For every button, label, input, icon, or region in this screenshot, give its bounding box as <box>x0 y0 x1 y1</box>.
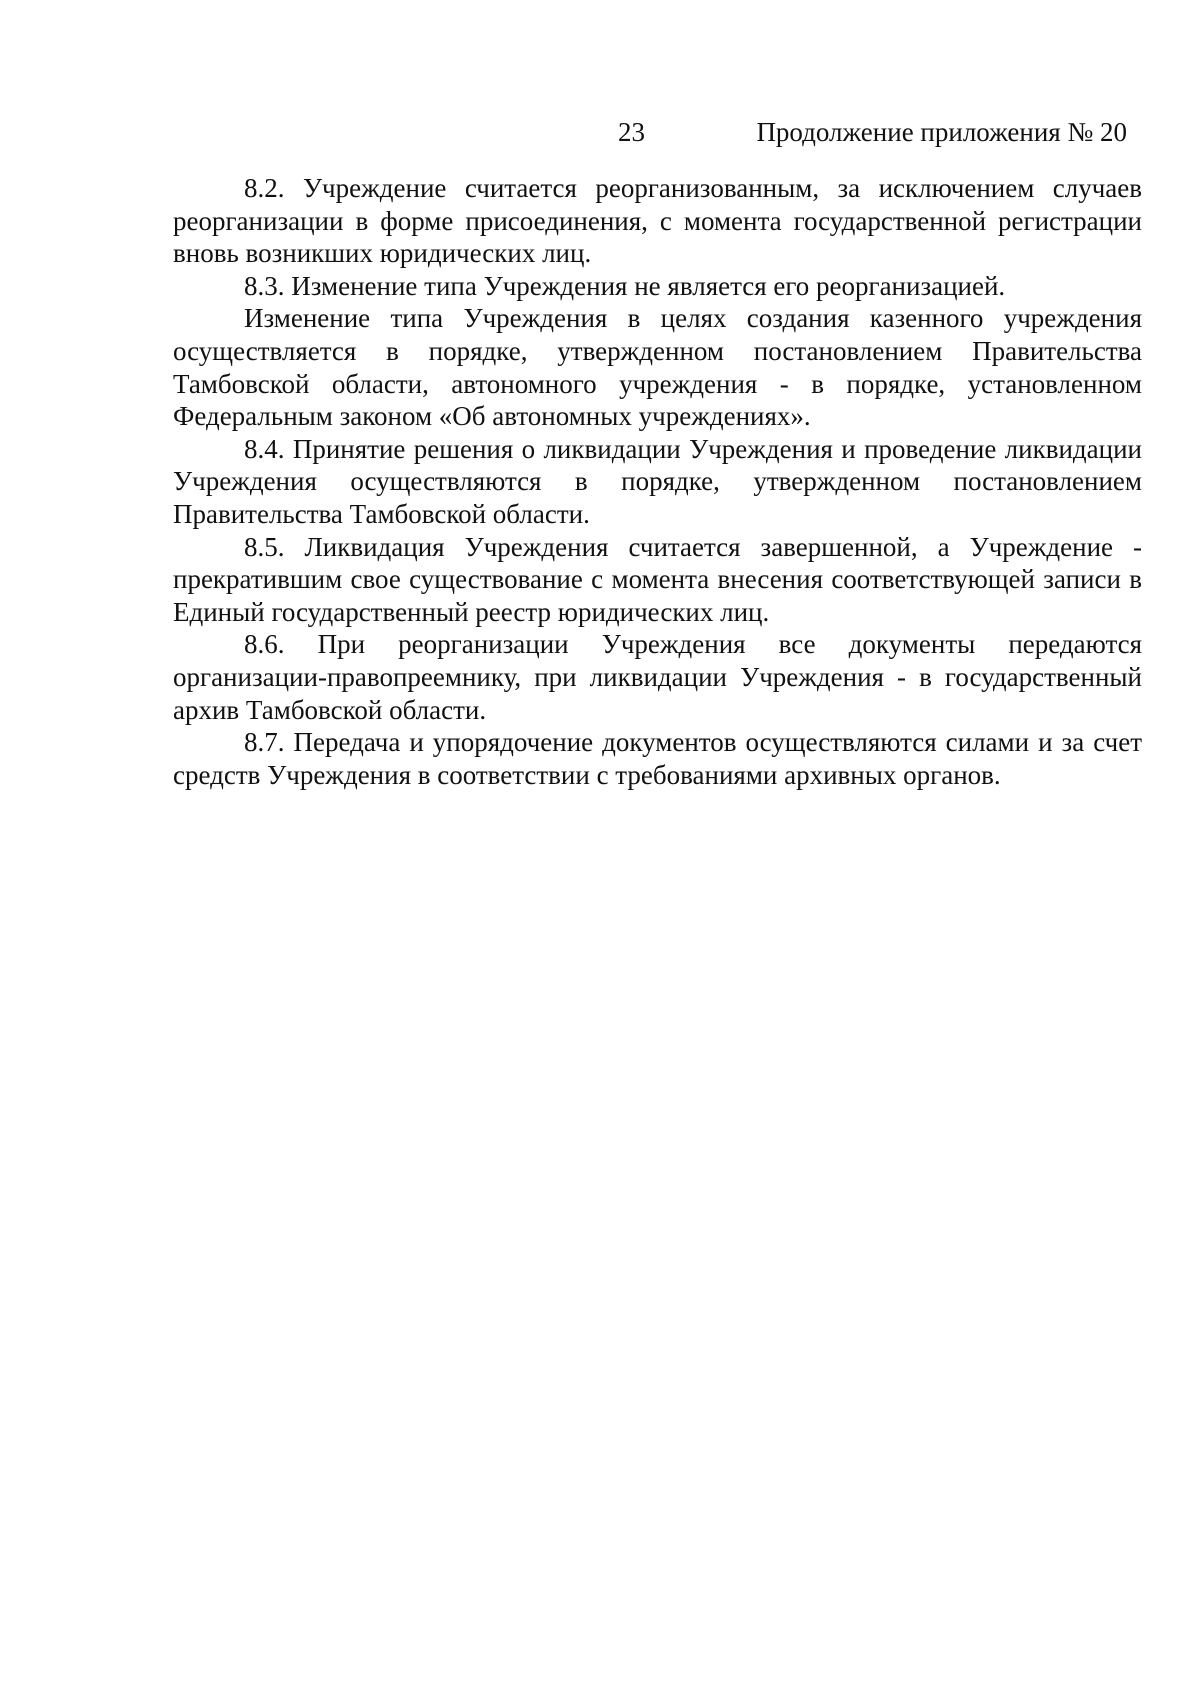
appendix-title: Продолжение приложения № 20 <box>756 117 1127 147</box>
page-number: 23 <box>618 117 645 147</box>
paragraph-8-3-type-change: Изменение типа Учреждения в целях создания казенного учреждения осуществляется в порядке, утвержденном постановлением Правительства Тамбовской области, автономного учреждения - в порядке, установленном Федеральным законом «Об автономных учреждениях». <box>173 303 1142 432</box>
paragraph-8-3: 8.3. Изменение типа Учреждения не является его реорганизацией. <box>244 270 1006 301</box>
paragraph-8-7: 8.7. Передача и упорядочение документов осуществляются силами и за счет средств Учреждения в соответствии с требованиями архивных органов. <box>173 727 1142 790</box>
paragraph-8-4: 8.4. Принятие решения о ликвидации Учреждения и проведение ликвидации Учреждения осуществляются в порядке, утвержденном постановлением Правительства Тамбовской области. <box>173 433 1142 529</box>
paragraph-8-2: 8.2. Учреждение считается реорганизованным, за исключением случаев реорганизации в форме присоединения, с момента государственной регистрации вновь возникших юридических лиц. <box>173 173 1142 269</box>
document-body <box>173 172 1142 791</box>
paragraph-8-6: 8.6. При реорганизации Учреждения все документы передаются организации-правопреемнику, при ликвидации Учреждения - в государственный архив Тамбовской области. <box>173 629 1142 725</box>
paragraph-8-5: 8.5. Ликвидация Учреждения считается завершенной, а Учреждение - прекратившим свое существование с момента внесения соответствующей записи в Единый государственный реестр юридических лиц. <box>173 531 1142 627</box>
page-header <box>0 114 1200 150</box>
